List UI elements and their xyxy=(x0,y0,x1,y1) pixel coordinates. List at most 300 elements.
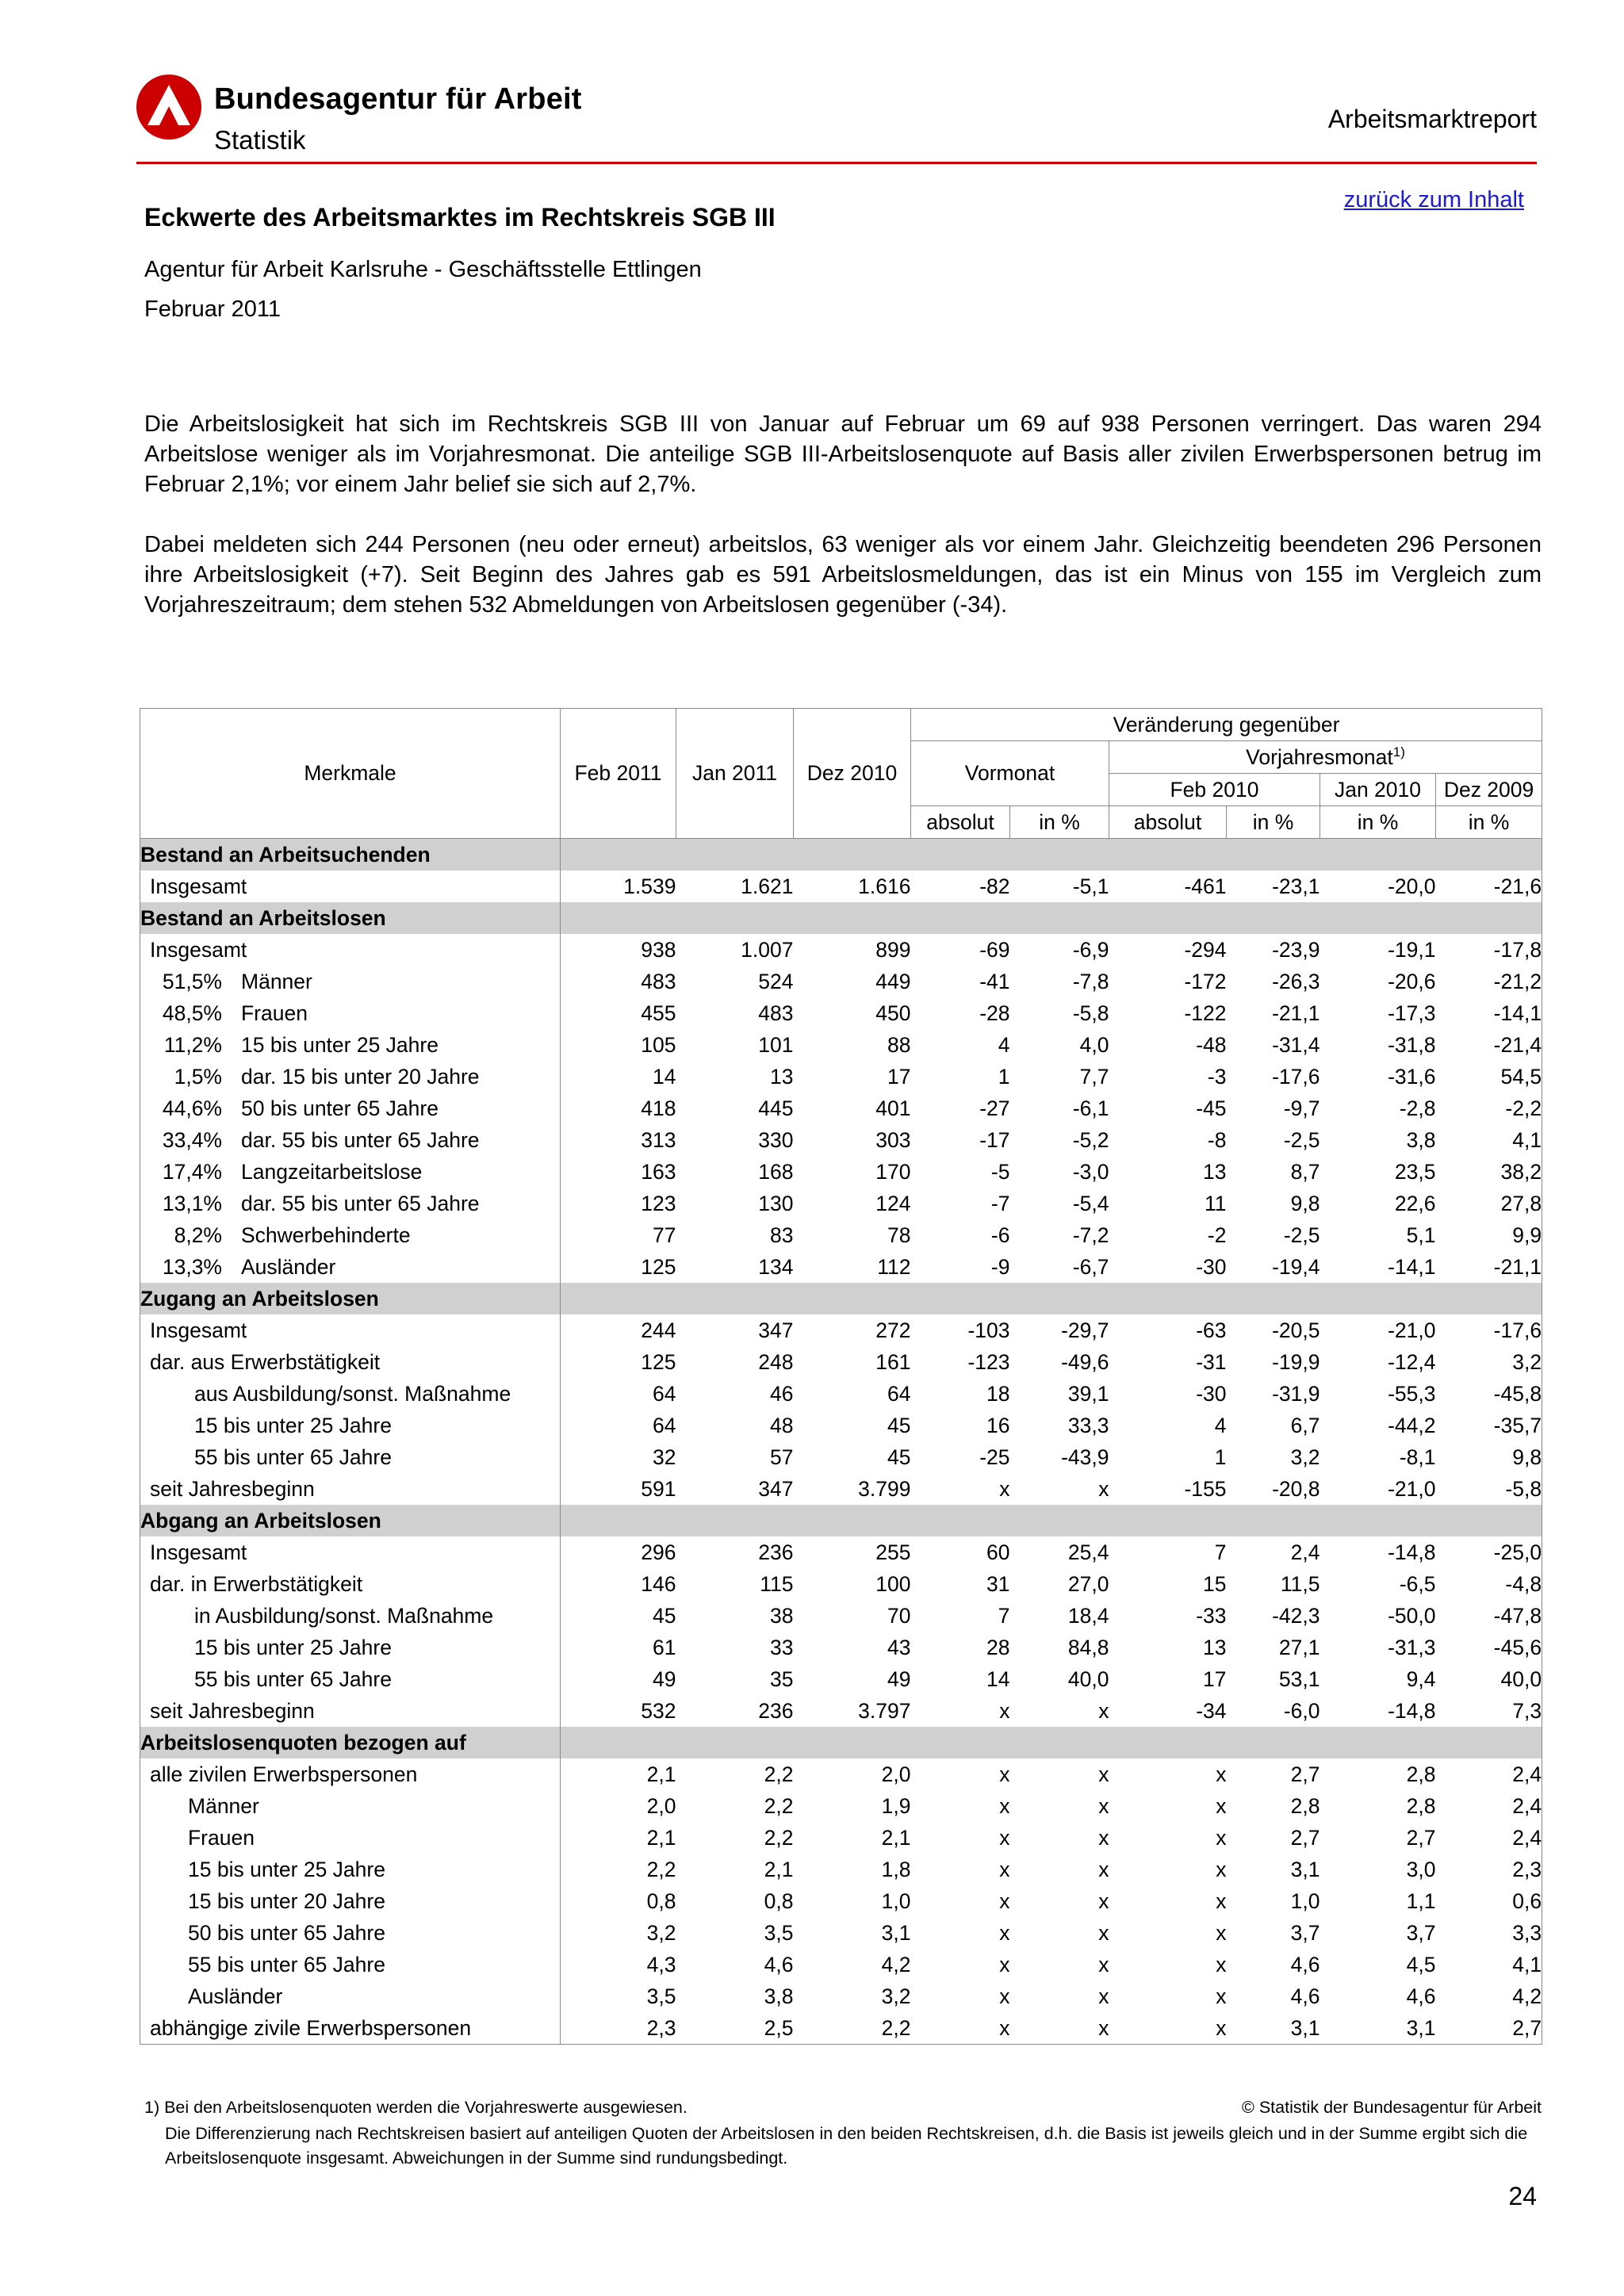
value-cell: 4,1 xyxy=(1436,1124,1542,1156)
row-label-cell xyxy=(140,1822,561,1854)
value-cell: x xyxy=(1098,1952,1109,1976)
copyright: © Statistik der Bundesagentur für Arbeit xyxy=(1242,2098,1542,2117)
value-cell: 272 xyxy=(875,1318,911,1342)
value-cell: 105 xyxy=(641,1032,676,1057)
value-cell: -123 xyxy=(967,1349,1010,1374)
section-fill xyxy=(561,1505,1542,1536)
value-cell: -50,0 xyxy=(1388,1603,1436,1628)
value-cell: -48 xyxy=(1196,1032,1227,1057)
value-cell: -5,1 xyxy=(1072,874,1109,898)
page-number: 24 xyxy=(1508,2182,1537,2210)
value-cell: 236 xyxy=(758,1540,794,1564)
value-cell: -5,8 xyxy=(1436,1473,1542,1505)
value-cell: -31,9 xyxy=(1272,1381,1320,1406)
value-cell: 25,4 xyxy=(1067,1540,1109,1564)
value-cell: 1,0 xyxy=(1290,1888,1320,1913)
value-cell: -63 xyxy=(1196,1318,1227,1342)
value-cell: 2,8 xyxy=(1406,1762,1436,1786)
value-cell: -30 xyxy=(1196,1381,1227,1406)
table-row xyxy=(140,934,1542,966)
value-cell: -7,8 xyxy=(1072,969,1109,993)
value-cell: 11,5 xyxy=(1280,1571,1320,1596)
row-label: 15 bis unter 25 Jahre xyxy=(241,1032,439,1057)
section-header-row xyxy=(140,1505,1542,1536)
value-cell: -6,7 xyxy=(1072,1254,1109,1279)
value-cell: -47,8 xyxy=(1436,1600,1542,1632)
value-cell: -23,1 xyxy=(1272,874,1320,898)
value-cell: 38 xyxy=(770,1603,794,1628)
value-cell: 32 xyxy=(653,1445,676,1469)
row-label: alle zivilen Erwerbspersonen xyxy=(150,1762,418,1786)
value-cell: -82 xyxy=(979,874,1010,898)
value-cell: 64 xyxy=(653,1413,676,1437)
col-header-feb2010: Feb 2010 xyxy=(1109,774,1320,806)
value-cell: 3.797 xyxy=(858,1698,911,1723)
value-cell: -155 xyxy=(1184,1476,1227,1501)
value-cell: 39,1 xyxy=(1067,1381,1109,1406)
value-cell: x xyxy=(999,1952,1010,1976)
value-cell: 2,1 xyxy=(764,1857,794,1881)
value-cell: x xyxy=(1098,1984,1109,2008)
value-cell: 28 xyxy=(986,1635,1010,1659)
value-cell: 170 xyxy=(875,1159,911,1184)
value-cell: 27,8 xyxy=(1436,1188,1542,1219)
value-cell: -17,6 xyxy=(1272,1064,1320,1089)
value-cell: 130 xyxy=(758,1191,794,1215)
value-cell: 0,8 xyxy=(764,1888,794,1913)
value-cell: x xyxy=(999,1888,1010,1913)
value-cell: 2,3 xyxy=(1436,1854,1542,1885)
value-cell: 1,1 xyxy=(1406,1888,1436,1913)
value-cell: -45,6 xyxy=(1436,1632,1542,1663)
table-row xyxy=(140,1917,1542,1949)
value-cell: -21,0 xyxy=(1388,1318,1436,1342)
value-cell: 2,0 xyxy=(646,1793,676,1818)
row-label-cell xyxy=(140,1251,561,1283)
row-label: 50 bis unter 65 Jahre xyxy=(241,1096,439,1120)
value-cell: -7 xyxy=(990,1191,1010,1215)
value-cell: x xyxy=(1109,2012,1227,2045)
value-cell: -17,8 xyxy=(1436,934,1542,966)
summary-paragraph-2: Dabei meldeten sich 244 Personen (neu oder erneut) arbeitslos, 63 weniger als vor einem Jahr. Gleichzeitig beendeten 296 Personen ihre Arbeitslosigkeit (+7). Seit Beginn des Jahres gab es 591 Arbeitslosmeldungen, das ist ein Minus von 155 im Vergleich zum Vorjahreszeitraum; dem stehen 532 Abmeldungen von Arbeitslosen gegenüber (-34). xyxy=(144,532,1542,618)
table-row xyxy=(140,1219,1542,1251)
value-cell: 4,0 xyxy=(1079,1032,1109,1057)
value-cell: 64 xyxy=(887,1381,911,1406)
table-row xyxy=(140,1188,1542,1219)
value-cell: 88 xyxy=(887,1032,911,1057)
row-share-pct: 44,6% xyxy=(162,1096,222,1120)
table-row xyxy=(140,1790,1542,1822)
col-header-absolut: absolut xyxy=(1109,806,1227,839)
agency-name: Agentur für Arbeit Karlsruhe - Geschäftsstelle Ettlingen xyxy=(144,257,702,282)
value-cell: 450 xyxy=(875,1001,911,1025)
value-cell: 6,7 xyxy=(1290,1413,1320,1437)
value-cell: 77 xyxy=(653,1223,676,1247)
value-cell: -5 xyxy=(990,1159,1010,1184)
table-row xyxy=(140,1949,1542,1980)
value-cell: -103 xyxy=(967,1318,1010,1342)
table-row xyxy=(140,1251,1542,1283)
table-row xyxy=(140,1600,1542,1632)
value-cell: -21,6 xyxy=(1436,871,1542,902)
value-cell: -6,0 xyxy=(1283,1698,1320,1723)
value-cell: x xyxy=(1010,2012,1109,2045)
value-cell: 18,4 xyxy=(1067,1603,1109,1628)
row-label: Ausländer xyxy=(188,1984,283,2008)
value-cell: -25 xyxy=(979,1445,1010,1469)
value-cell: -30 xyxy=(1196,1254,1227,1279)
value-cell: -461 xyxy=(1184,874,1227,898)
labor-market-table xyxy=(140,708,1542,2045)
table-row xyxy=(140,1441,1542,1473)
table-row xyxy=(140,1980,1542,2012)
value-cell: 33,3 xyxy=(1067,1413,1109,1437)
row-share-pct: 13,1% xyxy=(162,1191,222,1215)
section-label: Bestand an Arbeitsuchenden xyxy=(140,839,561,871)
value-cell: 115 xyxy=(760,1571,794,1596)
col-header-veraenderung: Veränderung gegenüber xyxy=(911,709,1542,741)
table-row xyxy=(140,1314,1542,1346)
value-cell: 4 xyxy=(998,1032,1010,1057)
value-cell: 401 xyxy=(875,1096,911,1120)
table-row xyxy=(140,1029,1542,1061)
value-cell: 3,0 xyxy=(1406,1857,1436,1881)
value-cell: 1.616 xyxy=(858,874,911,898)
row-share-pct: 13,3% xyxy=(162,1254,222,1279)
value-cell: 2,2 xyxy=(764,1793,794,1818)
value-cell: -45 xyxy=(1196,1096,1227,1120)
value-cell: -2,5 xyxy=(1283,1223,1320,1247)
value-cell: x xyxy=(999,1762,1010,1786)
value-cell: 163 xyxy=(641,1159,676,1184)
row-share-pct: 51,5% xyxy=(162,969,222,993)
value-cell: -26,3 xyxy=(1272,969,1320,993)
row-label-cell xyxy=(140,1124,561,1156)
value-cell: -2,5 xyxy=(1283,1127,1320,1152)
table-row xyxy=(140,997,1542,1029)
value-cell: -4,8 xyxy=(1436,1568,1542,1600)
row-label-cell xyxy=(140,1410,561,1441)
table-row xyxy=(140,1093,1542,1124)
row-label: dar. 55 bis unter 65 Jahre xyxy=(241,1127,480,1152)
value-cell: x xyxy=(999,1920,1010,1945)
row-label: Frauen xyxy=(241,1001,308,1025)
value-cell: -172 xyxy=(1184,969,1227,993)
col-header-dez2010: Dez 2010 xyxy=(794,709,911,839)
value-cell: -34 xyxy=(1196,1698,1227,1723)
col-header-jan2010: Jan 2010 xyxy=(1320,774,1436,806)
value-cell: 2,7 xyxy=(1436,2012,1542,2045)
row-label: Männer xyxy=(241,969,312,993)
value-cell: 46 xyxy=(770,1381,794,1406)
value-cell: 31 xyxy=(986,1571,1010,1596)
value-cell: -8 xyxy=(1207,1127,1227,1152)
value-cell: 3,2 xyxy=(646,1920,676,1945)
row-label-cell xyxy=(140,934,561,966)
value-cell: -5,2 xyxy=(1072,1127,1109,1152)
col-header-in-pct: in % xyxy=(1436,806,1542,839)
value-cell: -31,3 xyxy=(1388,1635,1436,1659)
row-label: Schwerbehinderte xyxy=(241,1223,411,1247)
value-cell: -44,2 xyxy=(1388,1413,1436,1437)
value-cell: 14 xyxy=(653,1064,676,1089)
value-cell: 16 xyxy=(986,1413,1010,1437)
value-cell: x xyxy=(999,1857,1010,1881)
value-cell: x xyxy=(999,1793,1010,1818)
value-cell: 483 xyxy=(641,969,676,993)
summary-paragraph-1: Die Arbeitslosigkeit hat sich im Rechtskreis SGB III von Januar auf Februar um 69 auf 938 Personen verringert. Das waren 294 Arbeitslose weniger als im Vorjahresmonat. Die anteilige SGB III-Arbeitslosenquote auf Basis aller zivilen Erwerbspersonen betrug im Februar 2,1%; vor einem Jahr belief sie sich auf 2,7%. xyxy=(144,411,1542,497)
value-cell: 5,1 xyxy=(1406,1223,1436,1247)
report-title: Arbeitsmarktreport xyxy=(1327,105,1537,133)
value-cell: 125 xyxy=(641,1254,676,1279)
row-label-cell xyxy=(140,1854,561,1885)
value-cell: 248 xyxy=(758,1349,794,1374)
row-share-pct: 17,4% xyxy=(162,1159,222,1184)
value-cell: -31,6 xyxy=(1388,1064,1436,1089)
value-cell: 15 xyxy=(1203,1571,1227,1596)
table-row xyxy=(140,1410,1542,1441)
value-cell: 53,1 xyxy=(1278,1667,1320,1691)
row-label: 15 bis unter 20 Jahre xyxy=(188,1888,385,1913)
row-label-cell xyxy=(140,1600,561,1632)
value-cell: 49 xyxy=(887,1667,911,1691)
value-cell: 4 xyxy=(1214,1413,1227,1437)
value-cell: 9,8 xyxy=(1436,1441,1542,1473)
value-cell: 1 xyxy=(1214,1445,1227,1469)
table-row xyxy=(140,1346,1542,1378)
value-cell: x xyxy=(1098,1825,1109,1850)
row-label: in Ausbildung/sonst. Maßnahme xyxy=(194,1603,494,1628)
value-cell: x xyxy=(911,2012,1010,2045)
value-cell: x xyxy=(1216,1857,1227,1881)
value-cell: 17 xyxy=(1203,1667,1227,1691)
col-header-in-pct: in % xyxy=(1227,806,1320,839)
value-cell: -23,9 xyxy=(1272,937,1320,962)
value-cell: x xyxy=(1216,1952,1227,1976)
value-cell: -31,4 xyxy=(1272,1032,1320,1057)
value-cell: 2,2 xyxy=(794,2012,911,2045)
value-cell: 84,8 xyxy=(1067,1635,1109,1659)
value-cell: 61 xyxy=(653,1635,676,1659)
value-cell: 445 xyxy=(758,1096,794,1120)
value-cell: 54,5 xyxy=(1436,1061,1542,1093)
row-label-cell xyxy=(140,997,561,1029)
row-label-cell xyxy=(140,871,561,902)
row-label-cell xyxy=(140,1314,561,1346)
value-cell: 2,7 xyxy=(1406,1825,1436,1850)
value-cell: 112 xyxy=(877,1254,911,1279)
value-cell: -14,1 xyxy=(1436,997,1542,1029)
value-cell: 2,4 xyxy=(1290,1540,1320,1564)
value-cell: 22,6 xyxy=(1394,1191,1436,1215)
row-label-cell xyxy=(140,1378,561,1410)
value-cell: 23,5 xyxy=(1394,1159,1436,1184)
section-label: Abgang an Arbeitslosen xyxy=(140,1505,561,1536)
value-cell: 33 xyxy=(770,1635,794,1659)
header-divider xyxy=(136,162,1537,164)
value-cell: 1,9 xyxy=(881,1793,911,1818)
value-cell: -20,8 xyxy=(1272,1476,1320,1501)
row-label-cell xyxy=(140,1885,561,1917)
table-row xyxy=(140,871,1542,902)
value-cell: 101 xyxy=(758,1032,794,1057)
table-row xyxy=(140,1378,1542,1410)
value-cell: x xyxy=(1098,1698,1109,1723)
col-header-vorjahresmonat: Vorjahresmonat$^{1)}$ xyxy=(1109,741,1542,774)
value-cell: -28 xyxy=(979,1001,1010,1025)
ba-logo-icon xyxy=(136,75,201,140)
value-cell: x xyxy=(1098,1920,1109,1945)
value-cell: 244 xyxy=(641,1318,676,1342)
value-cell: 236 xyxy=(758,1698,794,1723)
value-cell: 13 xyxy=(1203,1159,1227,1184)
section-label: Bestand an Arbeitslosen xyxy=(140,902,561,934)
value-cell: 100 xyxy=(875,1571,911,1596)
value-cell: 3,7 xyxy=(1406,1920,1436,1945)
row-label-cell xyxy=(140,1695,561,1727)
row-label-cell xyxy=(140,1188,561,1219)
value-cell: 2,7 xyxy=(1290,1762,1320,1786)
value-cell: -69 xyxy=(979,937,1010,962)
value-cell: 3,7 xyxy=(1290,1920,1320,1945)
value-cell: 1.007 xyxy=(741,937,794,962)
value-cell: 1 xyxy=(998,1064,1010,1089)
footnote-marker: 1) xyxy=(1392,744,1405,760)
value-cell: 4,6 xyxy=(764,1952,794,1976)
value-cell: 60 xyxy=(986,1540,1010,1564)
value-cell: 3,1 xyxy=(1227,2012,1320,2045)
value-cell: 3.799 xyxy=(858,1476,911,1501)
value-cell: 9,8 xyxy=(1290,1191,1320,1215)
value-cell: 49 xyxy=(653,1667,676,1691)
section-header-row xyxy=(140,839,1542,871)
row-label-cell xyxy=(140,1219,561,1251)
section-header-row xyxy=(140,1283,1542,1314)
section-fill xyxy=(561,1283,1542,1314)
row-label: dar. aus Erwerbstätigkeit xyxy=(150,1349,381,1374)
value-cell: 123 xyxy=(641,1191,676,1215)
value-cell: 3,1 xyxy=(1290,1857,1320,1881)
value-cell: -9,7 xyxy=(1283,1096,1320,1120)
value-cell: 7 xyxy=(1214,1540,1227,1564)
row-label-cell xyxy=(140,1980,561,2012)
value-cell: 4,3 xyxy=(646,1952,676,1976)
value-cell: 3,8 xyxy=(764,1984,794,2008)
value-cell: 146 xyxy=(641,1571,676,1596)
col-header-absolut: absolut xyxy=(911,806,1010,839)
value-cell: 2,8 xyxy=(1290,1793,1320,1818)
value-cell: 14 xyxy=(986,1667,1010,1691)
row-label: dar. 55 bis unter 65 Jahre xyxy=(241,1191,480,1215)
value-cell: 4,5 xyxy=(1406,1952,1436,1976)
row-label-cell xyxy=(140,1790,561,1822)
table-row xyxy=(140,1536,1542,1568)
value-cell: 43 xyxy=(887,1635,911,1659)
value-cell: -19,4 xyxy=(1272,1254,1320,1279)
value-cell: 13 xyxy=(770,1064,794,1089)
value-cell: x xyxy=(999,1698,1010,1723)
value-cell: 4,6 xyxy=(1406,1984,1436,2008)
value-cell: 40,0 xyxy=(1067,1667,1109,1691)
row-share-pct: 8,2% xyxy=(174,1223,222,1247)
value-cell: 4,2 xyxy=(1436,1980,1542,2012)
org-subtitle: Statistik xyxy=(214,125,306,155)
value-cell: 3,3 xyxy=(1436,1917,1542,1949)
row-label-cell xyxy=(140,1568,561,1600)
value-cell: 9,4 xyxy=(1406,1667,1436,1691)
value-cell: x xyxy=(999,1825,1010,1850)
table-row xyxy=(140,1632,1542,1663)
value-cell: 255 xyxy=(875,1540,911,1564)
value-cell: 2,1 xyxy=(646,1825,676,1850)
back-to-contents-link[interactable]: zurück zum Inhalt xyxy=(1343,187,1524,212)
table-row xyxy=(140,966,1542,997)
value-cell: 449 xyxy=(875,969,911,993)
value-cell: 9,9 xyxy=(1436,1219,1542,1251)
row-label-cell xyxy=(140,1156,561,1188)
value-cell: -21,1 xyxy=(1436,1251,1542,1283)
row-label-cell xyxy=(140,1473,561,1505)
value-cell: -25,0 xyxy=(1436,1536,1542,1568)
value-cell: x xyxy=(1098,1888,1109,1913)
row-label: dar. in Erwerbstätigkeit xyxy=(150,1571,363,1596)
value-cell: -17,6 xyxy=(1436,1314,1542,1346)
value-cell: -35,7 xyxy=(1436,1410,1542,1441)
table-row xyxy=(140,1156,1542,1188)
row-label: 50 bis unter 65 Jahre xyxy=(188,1920,385,1945)
value-cell: 1,8 xyxy=(881,1857,911,1881)
row-label: Langzeitarbeitslose xyxy=(241,1159,423,1184)
value-cell: 455 xyxy=(641,1001,676,1025)
value-cell: 40,0 xyxy=(1436,1663,1542,1695)
value-cell: x xyxy=(1216,1762,1227,1786)
value-cell: 296 xyxy=(641,1540,676,1564)
value-cell: -2,2 xyxy=(1436,1093,1542,1124)
row-label-cell xyxy=(140,1441,561,1473)
table-row xyxy=(140,1822,1542,1854)
row-label: abhängige zivile Erwerbspersonen xyxy=(150,2015,472,2040)
value-cell: 2,0 xyxy=(881,1762,911,1786)
table-row xyxy=(140,1663,1542,1695)
value-cell: 7,7 xyxy=(1079,1064,1109,1089)
value-cell: 161 xyxy=(875,1349,911,1374)
table-row xyxy=(140,1124,1542,1156)
row-label-cell xyxy=(140,1663,561,1695)
value-cell: 27,0 xyxy=(1067,1571,1109,1596)
value-cell: 11 xyxy=(1204,1191,1227,1215)
value-cell: -2,8 xyxy=(1399,1096,1436,1120)
table-row xyxy=(140,1758,1542,1790)
value-cell: -43,9 xyxy=(1061,1445,1109,1469)
value-cell: 313 xyxy=(641,1127,676,1152)
row-label: Ausländer xyxy=(241,1254,336,1279)
row-label: Insgesamt xyxy=(150,1540,247,1564)
value-cell: -20,6 xyxy=(1388,969,1436,993)
value-cell: -17 xyxy=(979,1127,1010,1152)
value-cell: 45 xyxy=(887,1445,911,1469)
value-cell: 124 xyxy=(875,1191,911,1215)
value-cell: 330 xyxy=(758,1127,794,1152)
value-cell: 1.621 xyxy=(741,874,794,898)
value-cell: 524 xyxy=(758,969,794,993)
value-cell: -41 xyxy=(979,969,1010,993)
value-cell: -49,6 xyxy=(1061,1349,1109,1374)
value-cell: 13 xyxy=(1203,1635,1227,1659)
value-cell: 532 xyxy=(641,1698,676,1723)
value-cell: 8,7 xyxy=(1290,1159,1320,1184)
row-share-pct: 48,5% xyxy=(162,1001,222,1025)
value-cell: -2 xyxy=(1207,1223,1227,1247)
